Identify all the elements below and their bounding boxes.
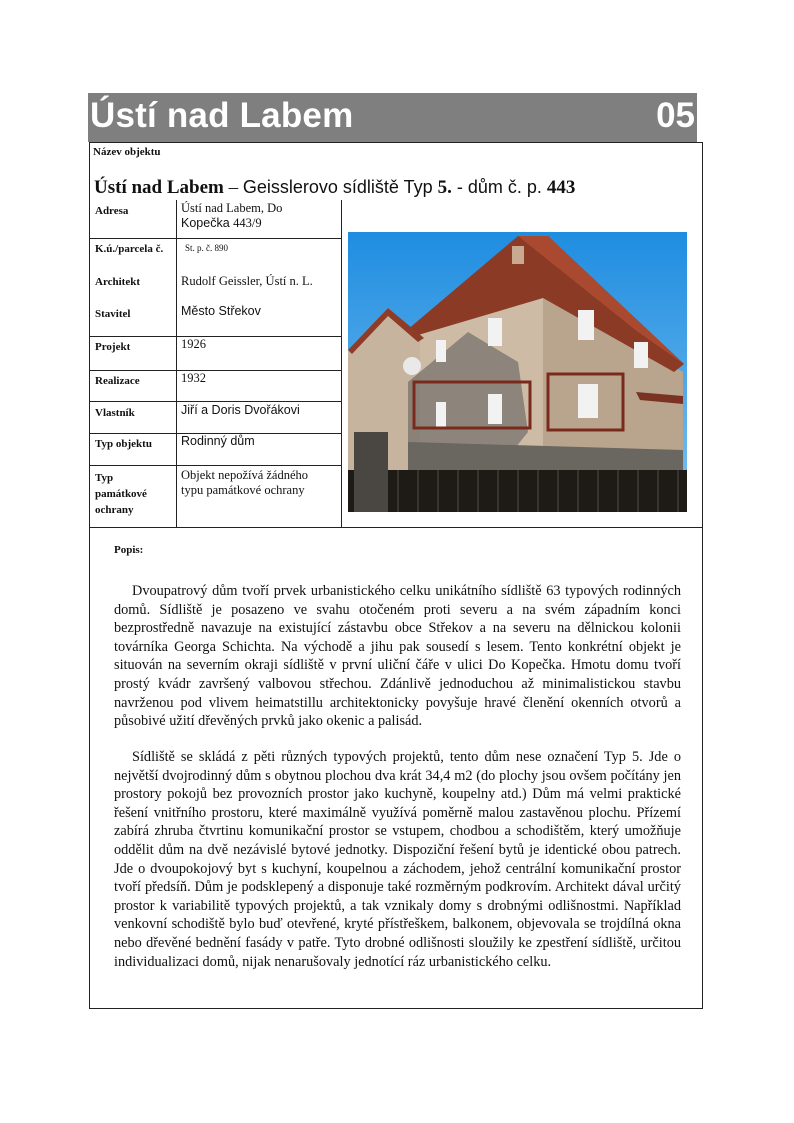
field-label-typ-objektu: Typ objektu <box>95 438 152 450</box>
header-bar <box>88 93 697 142</box>
description-paragraph-1: Dvoupatrový dům tvoří prvek urbanistického celku unikátního sídliště 63 typových rodinných domů. Sídliště je posazeno ve svahu otočeném proti severu a na svém západním konci bezprostředně navazuje na existující zástavbu obce Střekov a na severu na dělnickou kolonii továrníka Georga Schichta. Na východě a jihu pak sousedí s lesem. Tento konkrétní objekt je situován na severním okraji sídliště v první uliční čáře v ulici Do Kopečka. Hmotu domu tvoří prostý kvádr završený valbovou střechou. Zdánlivě jednoduchou až minimalistickou stavbu navrženou pod vlivem heimatstillu architektonicky povyšuje hravé členění okenních otvorů a působivé užití dřevěných prvků jako okenic a palisád. <box>114 583 681 730</box>
adresa-line-1: Ústí nad Labem, Do <box>181 201 283 215</box>
table-divider-left <box>176 200 177 527</box>
field-label-stavitel: Stavitel <box>95 308 131 320</box>
field-value-realizace: 1932 <box>181 371 206 385</box>
sheet-number: 05 <box>656 96 695 135</box>
title-number: 5. <box>437 177 452 198</box>
field-label-vlastnik: Vlastník <box>95 407 135 419</box>
title-dash: – <box>223 177 243 198</box>
field-value-vlastnik: Jiří a Doris Dvořákovi <box>181 403 300 417</box>
row-line <box>89 401 342 402</box>
field-value-ochrana: Objekt nepožívá žádného typu památkové ochrany <box>181 468 309 497</box>
field-value-projekt: 1926 <box>181 337 206 351</box>
description-paragraph-2: Sídliště se skládá z pěti různých typových projektů, tento dům nese označení Typ 5. Jde o největší dvojrodinný dům s obytnou plochou dva krát 34,4 m2 (do plochy jsou ovšem počítány jen prostory pokojů bez provozních prostor jako kuchyně, koupelny atd.) Dům má velmi praktické řešení vnitřního prostoru, které maximálně využívá poměrně malou zastavěnou plochu. Přízemí zabírá zhruba čtvrtinu komunikační prostor se vstupem, chodbou a schodištěm, který umožňuje oddělit dům na dvě nezávislé bytové jednotky. Dispoziční řešení bytů je identické obou patrech. Jde o dvoupokojový byt s kuchyní, koupelnou a záchodem, jehož centrální komunikační prostor tvoří předsíň. Dům je podsklepený a disponuje také rozměrným podkrovím. Architekt dával určitý prostor k variabilitě typových projektů, a tak vznikaly domy s drobnými odlišnostmi. Například venkovní schodiště bylo buď otevřené, kryté přístřeškem, balkonem, objevovala se trojdílná okna nebo dřevěné bednění fasády v patře. Tyto drobné odlišnosti sloužily ke zpestření sídliště, určitou individualizaci domů, nijak nenarušovaly jednotící ráz urbanistického celku. <box>114 749 681 970</box>
adresa-number: 443/9 <box>233 216 262 230</box>
object-name-label: Název objektu <box>93 146 161 158</box>
field-value-typ-objektu: Rodinný dům <box>181 434 255 448</box>
field-value-stavitel: Město Střekov <box>181 304 261 318</box>
row-line <box>89 238 342 239</box>
house-illustration <box>348 232 687 512</box>
title-cp: 443 <box>546 177 576 198</box>
table-divider-right <box>341 200 342 527</box>
field-value-ku: St. p. č. 890 <box>185 243 229 253</box>
field-label-realizace: Realizace <box>95 375 140 387</box>
row-line <box>89 465 342 466</box>
adresa-street: Kopečka <box>181 216 234 230</box>
popis-label: Popis: <box>114 544 144 556</box>
field-label-adresa: Adresa <box>95 205 129 217</box>
adresa-line-2 <box>181 216 282 231</box>
title-rest-2: - dům č. p. <box>451 177 547 197</box>
row-line <box>89 336 342 337</box>
field-label-ku: K.ú./parcela č. <box>95 243 164 255</box>
object-title <box>94 177 575 199</box>
house-photo <box>348 232 687 512</box>
row-line <box>89 370 342 371</box>
city-title: Ústí nad Labem <box>90 96 354 135</box>
field-label-architekt: Architekt <box>95 276 141 288</box>
title-rest-1: Geisslerovo sídliště Typ <box>242 177 438 197</box>
field-label-ochrana: Typ památkové ochrany <box>95 472 147 516</box>
title-city: Ústí nad Labem <box>94 177 224 198</box>
section-divider <box>89 527 703 528</box>
field-value-architekt: Rudolf Geissler, Ústí n. L. <box>181 274 313 288</box>
field-value-adresa <box>181 201 282 231</box>
field-label-projekt: Projekt <box>95 341 131 353</box>
